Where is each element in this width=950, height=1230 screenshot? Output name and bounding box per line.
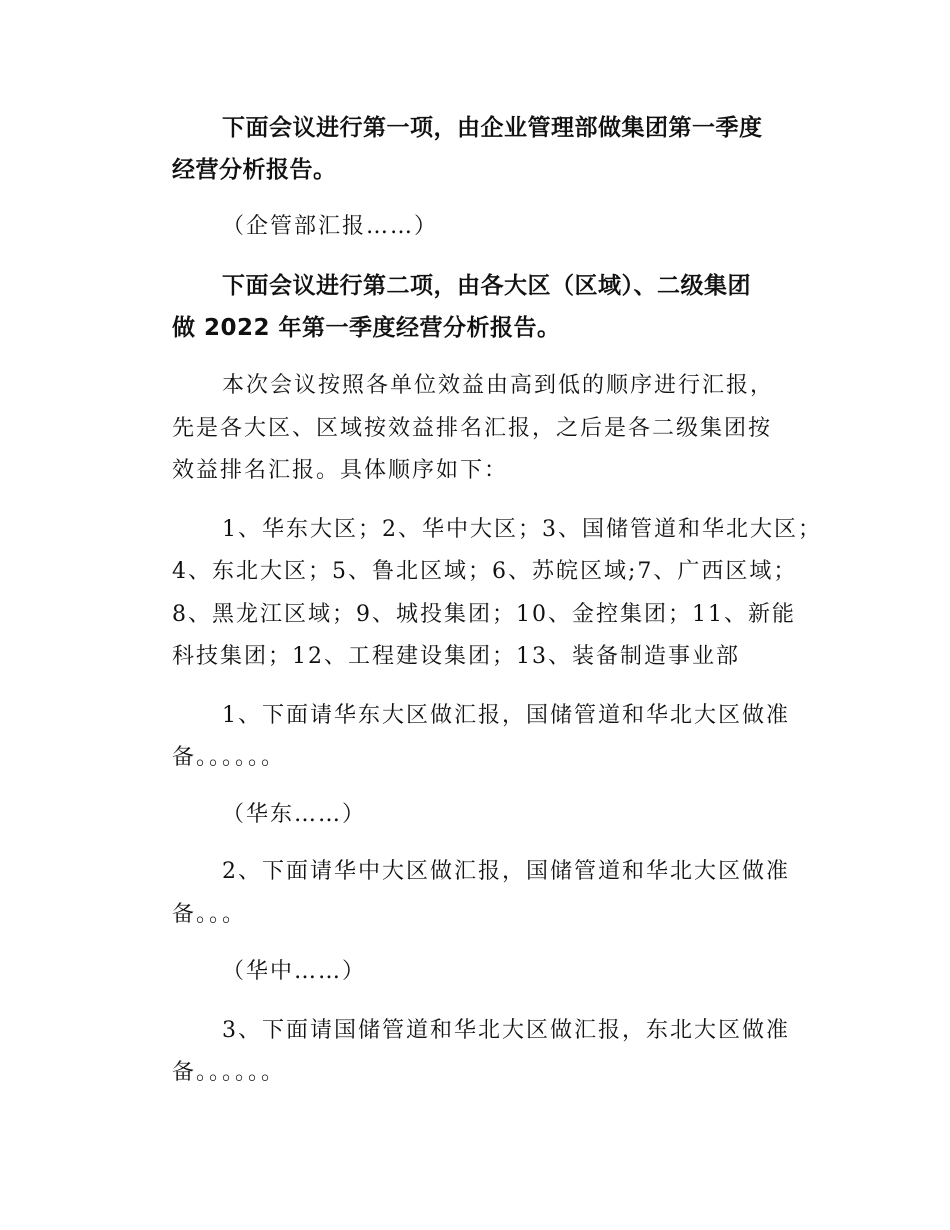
- paragraph-9-line-1: （华中……）: [222, 959, 367, 984]
- paragraph-8-line-1: 2、下面请华中大区做汇报，国储管道和华北大区做准: [222, 859, 790, 884]
- paragraph-5-line-4: 科技集团；12、工程建设集团；13、装备制造事业部: [172, 644, 740, 669]
- paragraph-6-line-2: 备。。。。。。: [172, 745, 286, 770]
- paragraph-5-line-2: 4、东北大区；5、鲁北区域；6、苏皖区域;7、广西区域；: [172, 559, 798, 584]
- paragraph-2-line-1: （企管部汇报……）: [222, 214, 439, 239]
- paragraph-3-line-2: 做 2022 年第一季度经营分析报告。: [172, 315, 561, 341]
- paragraph-10-line-1: 3、下面请国储管道和华北大区做汇报，东北大区做准: [222, 1018, 790, 1043]
- paragraph-4-line-3: 效益排名汇报。具体顺序如下：: [172, 458, 509, 483]
- paragraph-4-line-1: 本次会议按照各单位效益由高到低的顺序进行汇报，: [222, 373, 775, 398]
- paragraph-3-line-1: 下面会议进行第二项，由各大区（区域）、二级集团: [222, 273, 751, 299]
- paragraph-4-line-2: 先是各大区、区域按效益排名汇报，之后是各二级集团按: [172, 416, 773, 441]
- paragraph-1-line-2: 经营分析报告。: [172, 157, 337, 183]
- paragraph-6-line-1: 1、下面请华东大区做汇报，国储管道和华北大区做准: [222, 703, 790, 728]
- paragraph-5-line-1: 1、华东大区；2、华中大区；3、国储管道和华北大区；: [222, 517, 822, 542]
- paragraph-10-line-2: 备。。。。。。: [172, 1060, 286, 1085]
- paragraph-7-line-1: （华东……）: [222, 802, 367, 827]
- paragraph-1-line-1: 下面会议进行第一项，由企业管理部做集团第一季度: [222, 115, 763, 141]
- paragraph-5-line-3: 8、黑龙江区域；9、城投集团；10、金控集团；11、新能: [172, 602, 796, 627]
- paragraph-8-line-2: 备。。。: [172, 902, 247, 927]
